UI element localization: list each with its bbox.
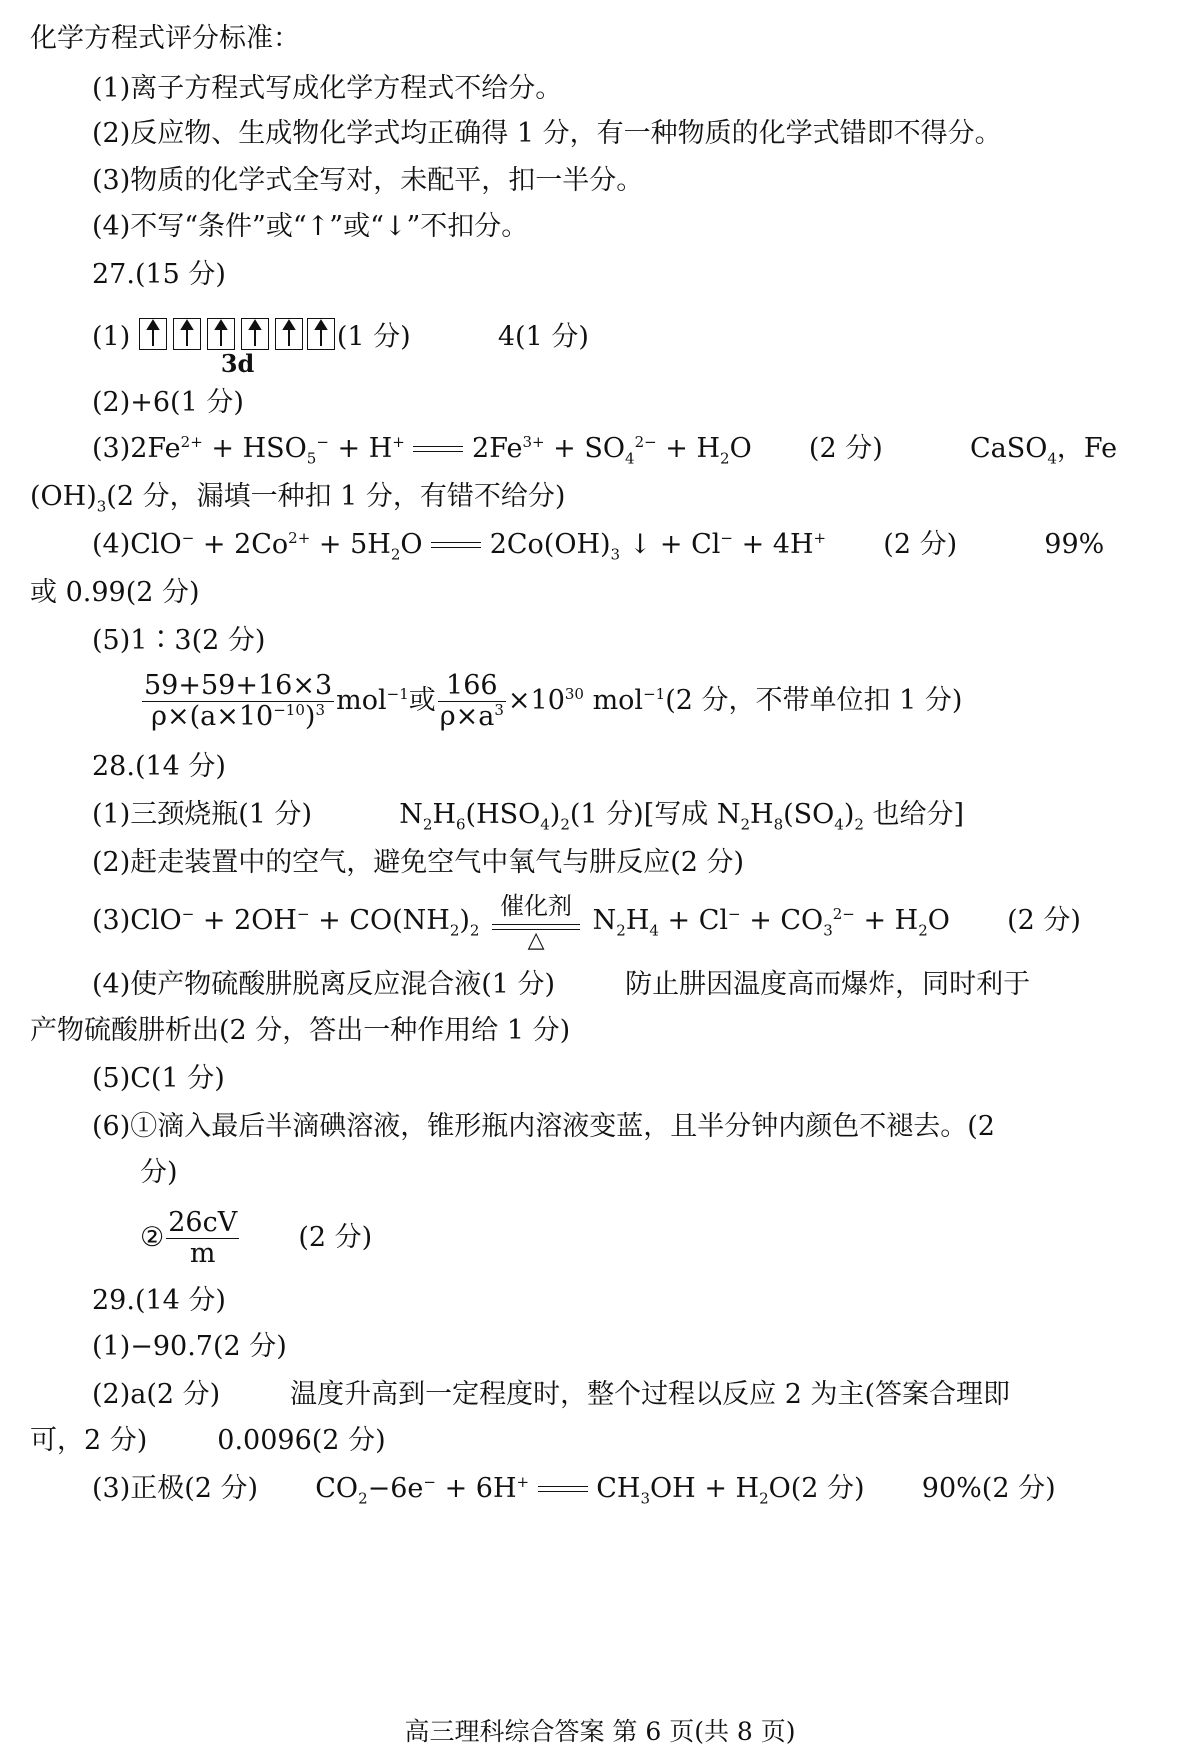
q27-p1-score: (1 分) xyxy=(336,321,411,353)
q28-part6-cont: 分) xyxy=(140,1157,178,1188)
q27-part4-equation: $(4)ClO^- + 2Co^{2+} + 5H_2O$ $2Co(OH)_3$ ↓ + Cl− + 4H+ (2 分) 99% xyxy=(92,529,1105,564)
fraction-1: $\frac{59+59+16\times 3}{\rho\times(a\times 10^{-10})^3}$ xyxy=(144,670,333,732)
q27-p1-prefix: (1) xyxy=(92,321,131,353)
q27-p4-score: (2 分) xyxy=(883,529,958,560)
q27-title: 27.(15 分) xyxy=(92,259,226,290)
orbital-label: 3d xyxy=(220,349,255,378)
scoring-header: 化学方程式评分标准： xyxy=(30,23,300,54)
page-footer: 高三理科综合答案 第 6 页(共 8 页) xyxy=(404,1717,796,1746)
q27-part2: (2)+6(1 分) xyxy=(92,387,244,418)
equals-sign xyxy=(413,445,463,455)
q27-part3-equation: $(3)2Fe^{2+} + HSO_5^- + H^+$ $2Fe^{3+} + SO_4^{2-} + H_2O$ (2 分) CaSO$_4$，Fe xyxy=(92,433,1118,468)
q27-p3-score: (2 分) xyxy=(808,433,883,464)
spin-up-arrows-icon xyxy=(139,318,339,352)
q28-part6: (6)①滴入最后半滴碘溶液，锥形瓶内溶液变蓝，且半分钟内颜色不褪去。(2 xyxy=(92,1111,995,1142)
q27-part5: (5)1∶3(2 分) xyxy=(92,625,266,656)
reaction-condition: 催化剂 △ xyxy=(488,892,584,952)
q28-title: 28.(14 分) xyxy=(92,751,226,782)
rule-3: (3)物质的化学式全写对，未配平，扣一半分。 xyxy=(92,165,644,196)
q29-title: 29.(14 分) xyxy=(92,1285,226,1316)
q29-part3: (3)正极(2 分) $CO_2-6e^- + 6H^+$ $CH_3OH + H_2O(2$ 分) 90%(2 分) xyxy=(92,1473,1056,1508)
q28-part2: (2)赶走装置中的空气，避免空气中氧气与肼反应(2 分) xyxy=(92,847,745,878)
fraction-2: $\frac{166}{\rho\times a^3}$ xyxy=(439,670,504,732)
q28-part3-equation: $(3)ClO^- + 2OH^- + CO(NH_2)_2$ 催化剂 △ $N_2H_4 + Cl^- + CO_3^{2-} + H_2O$ (2 分) xyxy=(92,891,1081,953)
rule-2: (2)反应物、生成物化学式均正确得 1 分，有一种物质的化学式错即不得分。 xyxy=(92,118,1002,149)
q28-part4-line2: 产物硫酸肼析出(2 分，答出一种作用给 1 分) xyxy=(30,1015,571,1046)
q27-part1 xyxy=(92,318,589,378)
q28-part6-formula: ② $\frac{26cV}{m}$ (2 分) xyxy=(140,1207,373,1269)
rule-1: (1)离子方程式写成化学方程式不给分。 xyxy=(92,73,563,104)
equals-sign xyxy=(538,1485,588,1495)
equals-sign xyxy=(431,541,481,551)
q27-p1-answer2: 4(1 分) xyxy=(497,321,589,353)
q29-part1: (1)−90.7(2 分) xyxy=(92,1331,287,1362)
q29-part2-line2: 可，2 分) 0.0096(2 分) xyxy=(30,1425,386,1456)
heat-triangle-icon: △ xyxy=(527,927,545,953)
q28-p3-score: (2 分) xyxy=(1007,905,1081,936)
q28-part1: (1)三颈烧瓶(1 分) $N_2H_6(HSO_4)_2(1$ 分)[写成 $N_2H_8(SO_4)_2$ 也给分] xyxy=(92,799,965,834)
q27-part3-line2: $(OH)_3(2$ 分，漏填一种扣 1 分，有错不给分) xyxy=(30,481,566,516)
fraction-26cv: $\frac{26cV}{m}$ xyxy=(168,1207,238,1269)
orbital-diagram xyxy=(139,318,335,378)
q29-part2: (2)a(2 分) 温度升高到一定程度时，整个过程以反应 2 为主(答案合理即 xyxy=(92,1379,1011,1410)
q27-part5-formula: $\frac{59+59+16\times 3}{\rho\times(a\times 10^{-10})^3}$ mol$^{-1}$或 $\frac{166}{\rho\times a^3}$ $\times 10^{30}$ mol$^{-1}$(2 分，不带单位扣 1 分) xyxy=(144,670,963,732)
q27-part4-line2: 或 0.99(2 分) xyxy=(30,577,200,608)
rule-4: (4)不写“条件”或“↑”或“↓”不扣分。 xyxy=(92,211,529,242)
q28-part5: (5)C(1 分) xyxy=(92,1063,225,1094)
q28-part4: (4)使产物硫酸肼脱离反应混合液(1 分) 防止肼因温度高而爆炸，同时利于 xyxy=(92,969,1031,1000)
